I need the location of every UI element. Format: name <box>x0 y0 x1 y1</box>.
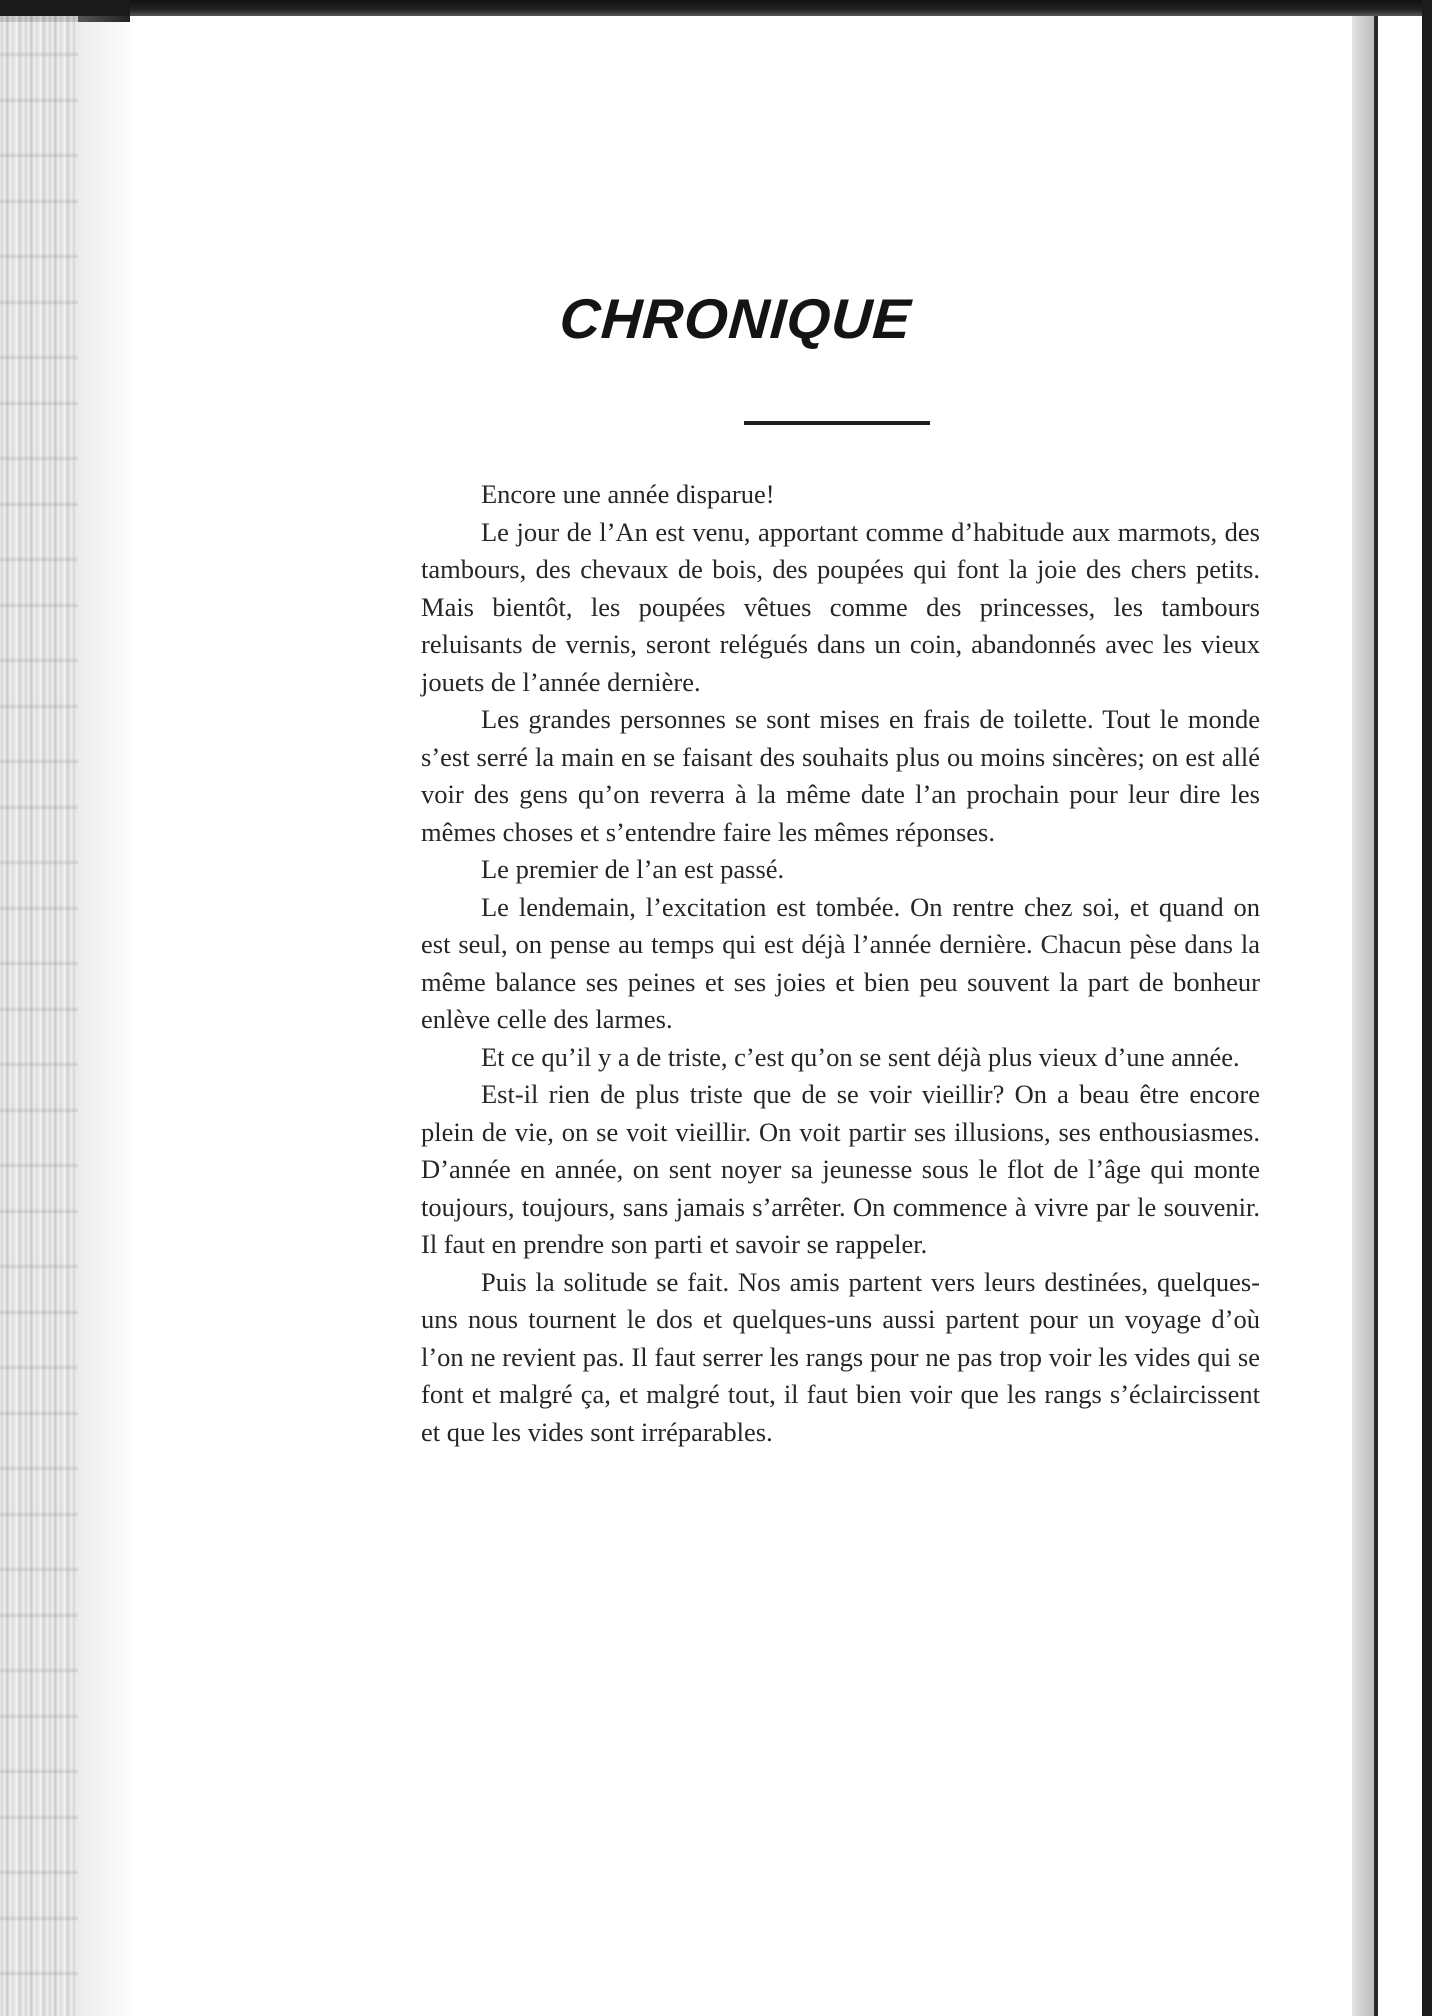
right-scan-border <box>1422 0 1432 2016</box>
paragraph-2: Le jour de l’An est venu, apportant comme d’habitude aux marmots, des tambours, des chevaux de bois, des poupées qui font la joie des chers petits. Mais bientôt, les poupées vêtues comme des princesses, les tambours reluisants de vernis, seront relégués dans un coin, abandonnés avec les vieux jouets de l’année dernière. <box>421 516 1260 697</box>
paragraph-1: Encore une année disparue! <box>481 479 775 509</box>
paragraph-3: Les grandes personnes se sont mises en frais de toilette. Tout le monde s’est serré la main en se faisant des souhaits plus ou moins sincères; on est allé voir des gens qu’on reverra à la même date l’an prochain pour leur dire les mêmes choses et s’entendre faire les mêmes réponses. <box>421 704 1260 847</box>
right-page-fold <box>1352 16 1374 2016</box>
chronicle-title: CHRONIQUE <box>557 287 914 350</box>
paragraph-5: Le lendemain, l’excitation est tombée. On rentre chez soi, et quand on est seul, on pense au temps qui est déjà l’année dernière. Chacun pèse dans la même balance ses peines et ses joies et bien peu souvent la part de bonheur enlève celle des larmes. <box>421 891 1260 1034</box>
article-body <box>421 476 1260 1451</box>
paragraph-8: Puis la solitude se fait. Nos amis partent vers leurs destinées, quelques-uns nous tournent le dos et quelques-uns aussi partent pour un voyage d’où l’on ne revient pas. Il faut serrer les rangs pour ne pas trop voir les vides qui se font et malgré ça, et malgré tout, il faut bien voir que les rangs s’éclaircissent et que les vides sont irréparables. <box>421 1266 1260 1447</box>
left-gutter-shadow <box>78 16 138 2016</box>
paragraph-6: Et ce qu’il y a de triste, c’est qu’on se sent déjà plus vieux d’une année. <box>481 1041 1240 1072</box>
top-binding-edge <box>0 0 1432 16</box>
left-binding-gutter <box>0 16 78 2016</box>
title-underline-rule <box>744 421 930 425</box>
paragraph-4: Le premier de l’an est passé. <box>481 854 785 884</box>
paragraph-7: Est-il rien de plus triste que de se voir vieillir? On a beau être encore plein de vie, on se voit vieillir. On voit partir ses illusions, ses enthousiasmes. D’année en année, on sent noyer sa jeunesse sous le flot de l’âge qui monte toujours, toujours, sans jamais s’arrêter. On commence à vivre par le souvenir. Il faut en prendre son parti et savoir se rappeler. <box>421 1079 1260 1259</box>
